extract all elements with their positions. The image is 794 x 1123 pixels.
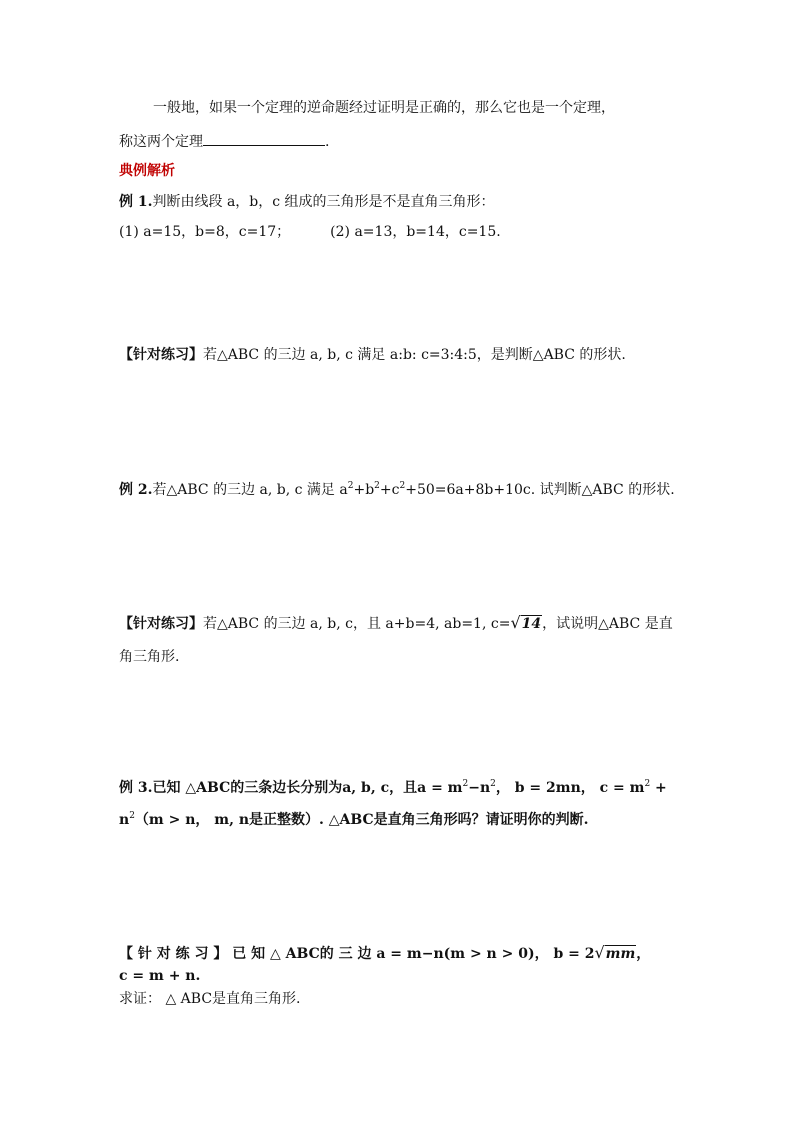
- exp-a: 2: [347, 481, 354, 491]
- practice-3-line-3: 求证： △ ABC是直角三角形.: [119, 991, 301, 1007]
- example-1: [119, 192, 495, 212]
- intro-line-1: 一般地，如果一个定理的逆命题经过证明是正确的，那么它也是一个定理，: [153, 100, 615, 116]
- example-1-parts: [119, 222, 501, 242]
- example-3-text-e: n: [119, 812, 130, 828]
- practice-2-line-2: 角三角形.: [119, 649, 180, 665]
- intro-line-2-text: 称这两个定理: [119, 134, 203, 150]
- exp-n: 2: [490, 779, 496, 789]
- example-3-label: 例 3.: [119, 780, 153, 796]
- practice-1-text: 若△ABC 的三边 a, b, c 满足 a:b: c=3:4:5，是判断△ABC 的形状.: [203, 347, 626, 363]
- example-3-text-a: 已知 △ABC的三条边长分别为a, b, c，且a = m: [152, 780, 463, 796]
- example-2-text-pre: 若△ABC 的三边 a, b, c 满足 a: [152, 482, 348, 498]
- practice-3-label: 【 针 对 练 习 】: [119, 946, 228, 962]
- answer-blank[interactable]: [203, 131, 325, 146]
- practice-2-text-pre: 若△ABC 的三边 a, b, c，且 a+b=4, ab=1, c=: [203, 616, 511, 632]
- exp-b: 2: [374, 481, 380, 491]
- practice-3-text-b: ，: [636, 946, 651, 962]
- example-3-text-f: （m > n， m, n是正整数）. △ABC是直角三角形吗？请证明你的判断.: [134, 812, 589, 828]
- example-3-line-2: [119, 810, 589, 830]
- practice-3-line-1: [119, 943, 650, 964]
- example-2-mid-2: +c: [379, 482, 400, 498]
- practice-1: [119, 345, 626, 365]
- intro-line-2: [119, 131, 329, 152]
- example-3-text-b: −n: [468, 780, 491, 796]
- example-3-text-d: +: [650, 780, 667, 796]
- exp-m2: 2: [644, 779, 651, 789]
- exp-m: 2: [462, 779, 469, 789]
- practice-2: [119, 613, 673, 634]
- practice-2-text-post: ，试说明△ABC 是直: [542, 616, 673, 632]
- example-2-label: 例 2.: [119, 482, 153, 498]
- example-3-line-1: [119, 778, 667, 798]
- example-1-part-2: (2) a=13，b=14，c=15.: [330, 224, 501, 240]
- example-2-mid-1: +b: [353, 482, 375, 498]
- example-1-label: 例 1.: [119, 194, 153, 210]
- practice-3-text-a: 已 知 △ ABC的 三 边 a = m−n(m > n > 0)， b = 2: [227, 946, 595, 962]
- practice-1-label: 【针对练习】: [119, 347, 203, 363]
- example-2-text-post: +50=6a+8b+10c. 试判断△ABC 的形状.: [405, 482, 675, 498]
- example-1-part-1: (1) a=15，b=8，c=17；: [119, 224, 291, 240]
- sqrt-mm: √mm: [594, 943, 636, 962]
- practice-3-line-2: c = m + n.: [119, 968, 201, 984]
- example-2: [119, 480, 675, 500]
- example-1-text: 判断由线段 a，b，c 组成的三角形是不是直角三角形：: [152, 194, 495, 210]
- sqrt-14: √14: [510, 613, 542, 632]
- section-title: 典例解析: [119, 163, 175, 179]
- exp-c: 2: [399, 481, 406, 491]
- exp-n2: 2: [129, 811, 135, 821]
- intro-line-2-end: .: [325, 134, 330, 150]
- practice-2-label: 【针对练习】: [119, 616, 203, 632]
- example-3-text-c: ， b = 2mn， c = m: [495, 780, 645, 796]
